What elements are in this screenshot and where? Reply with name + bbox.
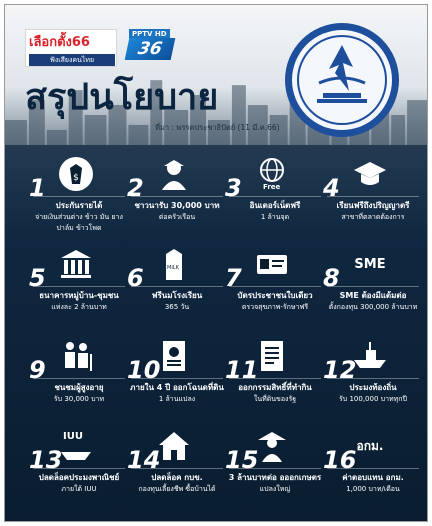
policy-item-6 (127, 245, 227, 331)
osm-icon (351, 427, 389, 465)
democrat-party-seal (283, 21, 401, 139)
policy-desc: สาขาที่ตลาดต้องการ (341, 213, 405, 221)
pptv-logo-text: PPTV HD (129, 29, 170, 39)
graduation-cap-icon (351, 155, 389, 193)
policy-desc: กองทุนเลี้ยงชีพ ซื้อบ้านได้ (138, 485, 216, 493)
policy-label: ธนาคารหมู่บ้าน-ชุมชน (39, 291, 119, 300)
document-icon (253, 337, 291, 375)
pptv-logo (127, 29, 175, 61)
election66-logo-subtext: ฟังเสียงคนไทย (29, 54, 115, 66)
page-title: สรุปนโยบาย (25, 77, 219, 118)
policy-number: 4 (323, 174, 340, 202)
divider (131, 196, 223, 197)
policy-label: ชนชมผู้สูงอายุ (54, 383, 104, 392)
divider (33, 468, 125, 469)
policy-number: 5 (29, 264, 46, 292)
policy-label: ปลดล็อคประมงพาณิชย์ (38, 473, 120, 482)
policy-number: 9 (29, 356, 46, 384)
policy-number: 6 (127, 264, 144, 292)
policy-label: เรียนฟรีถึงปริญญาตรี (336, 201, 410, 210)
policy-number: 1 (29, 174, 46, 202)
policy-item-15 (225, 427, 325, 513)
person-icon (155, 155, 193, 193)
policy-desc: 1 ล้านแปลง (158, 395, 196, 403)
policy-item-14 (127, 427, 227, 513)
id-card-icon (253, 245, 291, 283)
money-bag-icon (57, 155, 95, 193)
policy-number: 8 (323, 264, 340, 292)
policy-label: ภายใน 4 ปี ออกโฉนดที่ดิน (130, 383, 224, 392)
farmer-icon (253, 427, 291, 465)
policy-desc: รับ 100,000 บาททุกปี (339, 395, 407, 403)
policy-label: ประมงท้องถิ่น (349, 383, 397, 392)
infographic-frame (4, 4, 428, 522)
svg-text:$: $ (73, 173, 79, 183)
policy-label: บัตรประชาชนใบเดียว (237, 291, 313, 300)
divider (33, 286, 125, 287)
policy-label: ชาวนารับ 30,000 บาท (134, 201, 220, 210)
policy-item-12 (323, 337, 423, 423)
policy-number: 15 (225, 446, 259, 474)
sme-icon-text: SME (354, 256, 386, 272)
policy-label: ปลดล็อค กบข. (151, 473, 203, 482)
policy-desc: ตรวจสุขภาพ-รักษาฟรี (241, 303, 309, 311)
policy-label: ฟรีนมโรงเรียน (151, 291, 203, 300)
policy-label: SME ต้องมีแต้มต่อ (339, 291, 407, 300)
sme-icon (351, 245, 389, 283)
policy-number: 13 (29, 446, 63, 474)
policy-desc: ภายใต้ IUU (61, 485, 97, 493)
divider (229, 196, 321, 197)
policy-item-9 (29, 337, 129, 423)
policy-number: 16 (323, 446, 357, 474)
policy-desc: แปลงใหญ่ (259, 485, 291, 493)
divider (229, 378, 321, 379)
policy-label: อินเตอร์เน็ตฟรี (249, 201, 301, 210)
free-icon-text: Free (263, 183, 281, 191)
policy-item-10 (127, 337, 227, 423)
policy-label: 3 ล้านบาทต่อ อออกเกษตร (228, 473, 322, 482)
milk-icon-text: MILK (167, 265, 179, 271)
policy-desc: แห่งละ 2 ล้านบาท (51, 303, 107, 311)
policy-item-13 (29, 427, 129, 513)
divider (327, 468, 419, 469)
divider (229, 286, 321, 287)
iuu-icon-text: IUU (63, 431, 83, 442)
policy-item-4 (323, 155, 423, 241)
divider (33, 378, 125, 379)
divider (327, 196, 419, 197)
divider (229, 468, 321, 469)
policy-label: ออกกรรมสิทธิ์ที่ทำกิน (238, 383, 312, 392)
osm-icon-text: อกม. (356, 438, 384, 453)
policy-desc: รับ 30,000 บาท (53, 395, 105, 403)
divider (131, 468, 223, 469)
milk-carton-icon (155, 245, 193, 283)
policy-desc: ต่อครัวเรือน (158, 213, 196, 221)
policy-number: 7 (225, 264, 242, 292)
policy-desc: 1 ล้านจุด (260, 213, 290, 221)
policy-number: 2 (127, 174, 144, 202)
pptv-logo-number: 36 (125, 38, 176, 60)
policy-item-8 (323, 245, 423, 331)
divider (327, 286, 419, 287)
divider (33, 196, 125, 197)
house-icon (155, 427, 193, 465)
election66-logo-text: เลือกตั้ง66 (29, 35, 90, 50)
policy-item-5 (29, 245, 129, 331)
policy-item-2 (127, 155, 227, 241)
source-caption: ที่มา : พรรคประชาธิปัตย์ (11 มี.ค.66) (155, 123, 280, 132)
elderly-icon (57, 337, 95, 375)
policy-desc: 1,000 บาท/เดือน (346, 485, 400, 493)
policy-number: 3 (225, 174, 242, 202)
policy-number: 14 (127, 446, 161, 474)
policy-item-7 (225, 245, 325, 331)
divider (327, 378, 419, 379)
bank-icon (57, 245, 95, 283)
policy-desc: 365 วัน (164, 303, 190, 311)
policy-item-3 (225, 155, 325, 241)
policy-desc: ตั้งกองทุน 300,000 ล้านบาท (328, 303, 418, 311)
policy-desc: จ่ายเงินส่วนต่าง ข้าว มัน ยาง ปาล์ม ข้าวโพด (35, 213, 123, 232)
divider (131, 286, 223, 287)
policy-label: ค่าตอบแทน อกม. (342, 473, 404, 482)
policy-number: 11 (225, 356, 259, 384)
election66-logo (25, 29, 117, 67)
policy-item-1 (29, 155, 129, 241)
policy-number: 10 (127, 356, 161, 384)
policy-item-11 (225, 337, 325, 423)
policy-item-16 (323, 427, 423, 513)
land-deed-icon (155, 337, 193, 375)
policy-number: 12 (323, 356, 357, 384)
policy-desc: ในที่ดินของรัฐ (253, 395, 297, 403)
fishing-boat-icon (351, 337, 389, 375)
divider (131, 378, 223, 379)
policy-label: ประกันรายได้ (55, 201, 103, 210)
